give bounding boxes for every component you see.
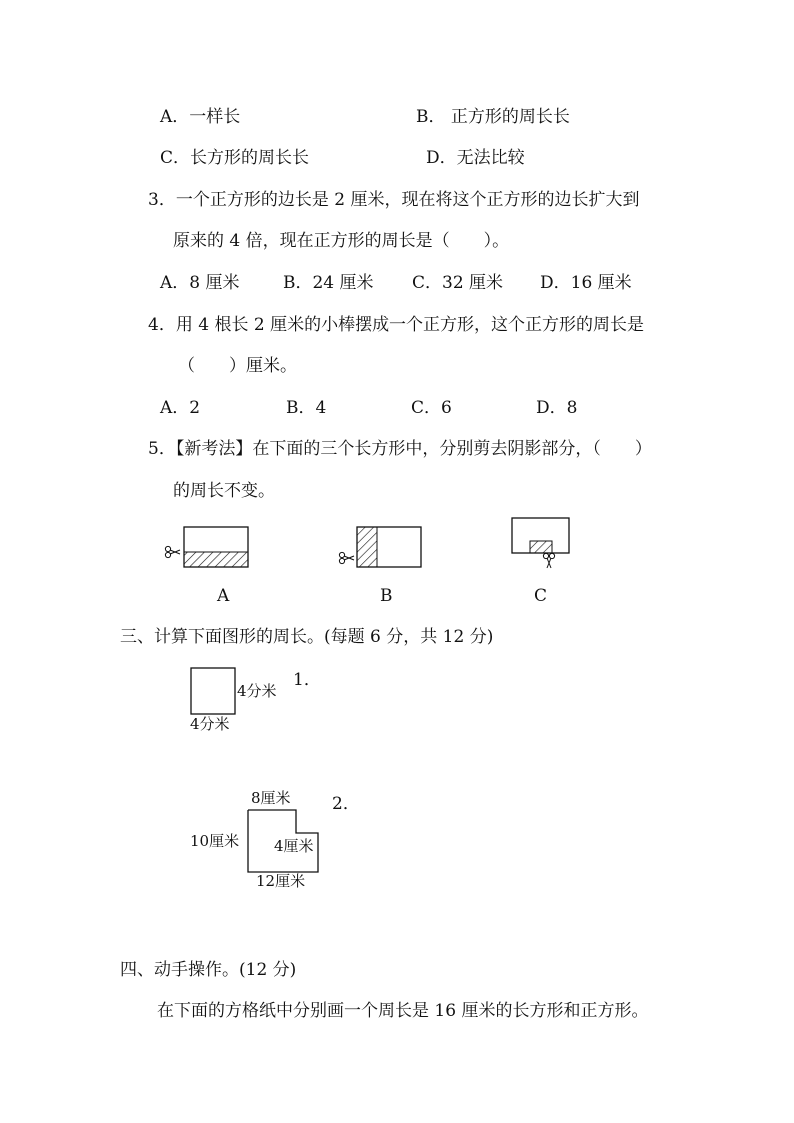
q5-figure-b <box>339 527 421 567</box>
square-bottom-label: 4分米 <box>190 715 230 733</box>
square-side-label: 4分米 <box>237 682 277 700</box>
l-shape-inner-label: 4厘米 <box>274 837 314 855</box>
problem-1-number: 1． <box>293 670 321 690</box>
q4-option-b: B．4 <box>286 398 327 418</box>
q2-option-a: A．一样长 <box>160 107 241 127</box>
q4-option-c: C．6 <box>411 398 452 418</box>
square-figure <box>0 660 794 740</box>
l-shape-figure <box>0 790 794 910</box>
q5-figure-a <box>165 527 248 567</box>
l-shape-top-label: 8厘米 <box>251 789 291 807</box>
q3-stem-line1: 3．一个正方形的边长是 2 厘米，现在将这个正方形的边长扩大到 <box>148 190 640 210</box>
q4-option-a: A．2 <box>160 398 201 418</box>
q3-option-b: B．24 厘米 <box>283 273 374 293</box>
scissors-icon <box>339 552 354 563</box>
q5-figure-label-a: A <box>217 586 230 606</box>
q3-option-c: C．32 厘米 <box>412 273 504 293</box>
q4-option-d: D．8 <box>536 398 578 418</box>
q5-figure-label-b: B <box>380 586 393 606</box>
q2-option-c: C．长方形的周长长 <box>160 148 310 168</box>
q3-option-a: A．8 厘米 <box>160 273 240 293</box>
section3-heading: 三、计算下面图形的周长。(每题 6 分，共 12 分) <box>120 627 494 647</box>
q4-stem-line1: 4．用 4 根长 2 厘米的小棒摆成一个正方形，这个正方形的周长是 <box>148 315 645 335</box>
scissors-icon <box>543 553 554 568</box>
l-shape-left-label: 10厘米 <box>190 832 240 850</box>
scissors-icon <box>165 546 180 557</box>
q5-figure-label-c: C <box>534 586 548 606</box>
q2-option-d: D．无法比较 <box>426 148 525 168</box>
q5-stem-line1: 5．【新考法】在下面的三个长方形中，分别剪去阴影部分，（ ） <box>148 439 652 459</box>
q5-stem-line2: 的周长不变。 <box>173 481 275 501</box>
q4-stem-line2: （ ）厘米。 <box>178 356 297 376</box>
q3-option-d: D．16 厘米 <box>540 273 632 293</box>
q3-stem-line2: 原来的 4 倍，现在正方形的周长是（ ）。 <box>173 231 510 251</box>
section4-instruction: 在下面的方格纸中分别画一个周长是 16 厘米的长方形和正方形。 <box>157 1001 649 1021</box>
l-shape-bottom-label: 12厘米 <box>256 872 306 890</box>
problem-2-number: 2． <box>332 794 360 814</box>
q5-figure-c <box>512 518 569 568</box>
q2-option-b: B． 正方形的周长长 <box>416 107 570 127</box>
section4-heading: 四、动手操作。(12 分) <box>120 960 297 980</box>
q5-figures <box>0 510 794 610</box>
